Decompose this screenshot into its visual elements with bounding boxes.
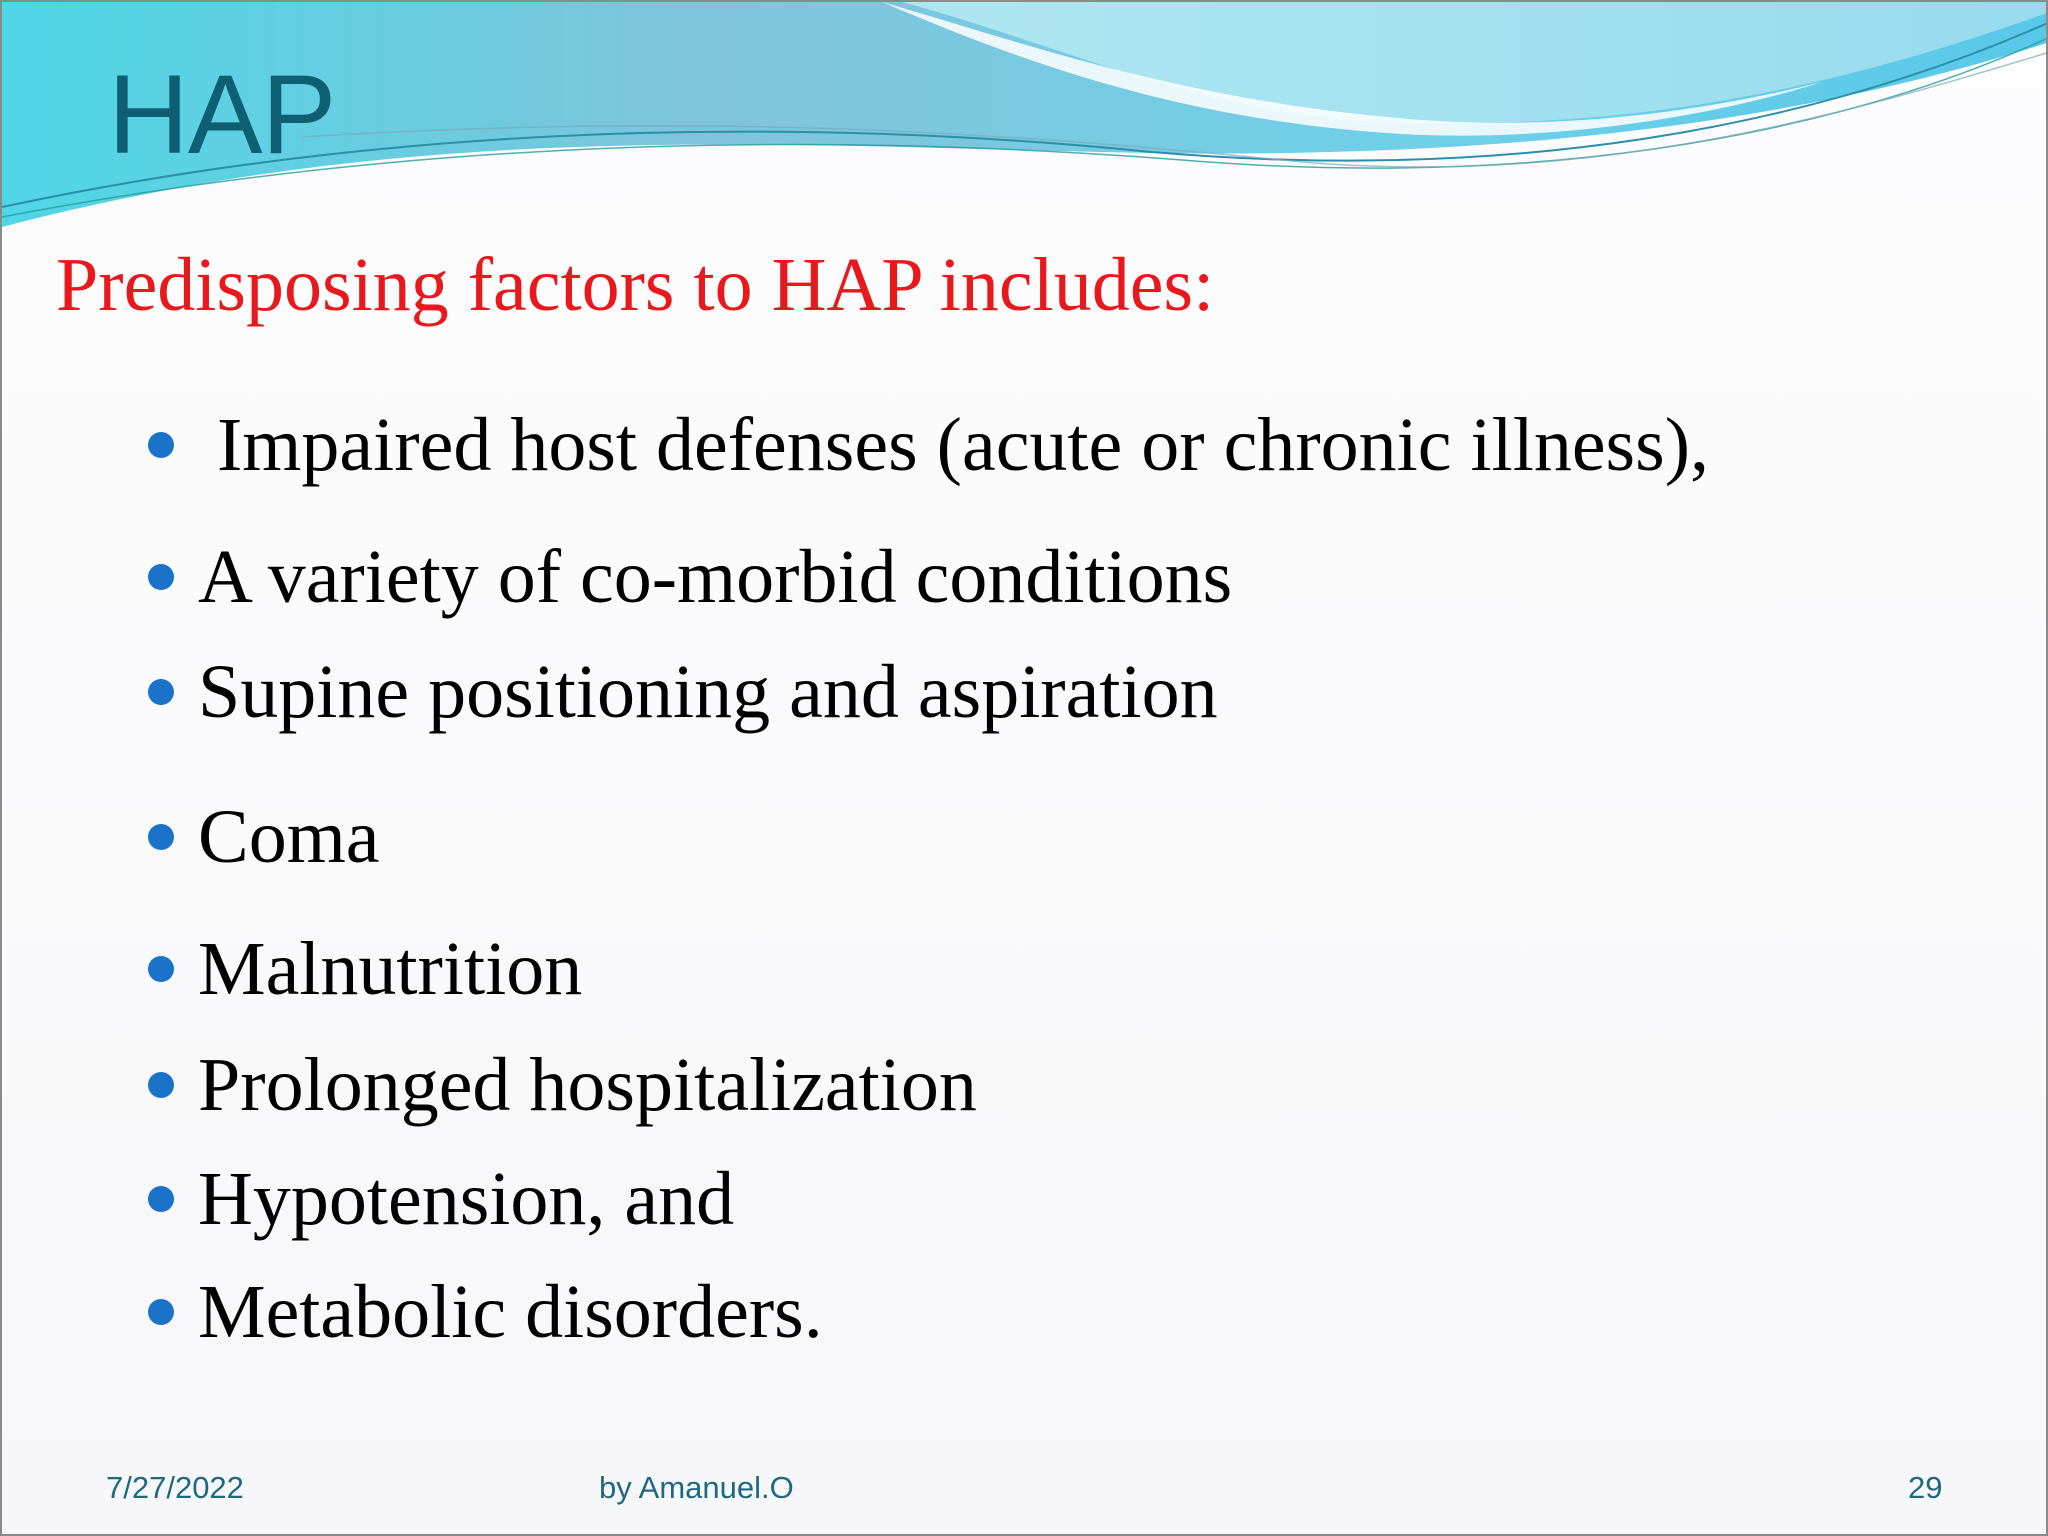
footer-page-number: 29 <box>1908 1470 1943 1505</box>
list-item <box>148 924 582 1014</box>
list-item <box>148 400 1709 490</box>
list-item <box>148 792 380 882</box>
bullet-dot-icon <box>148 824 174 850</box>
list-item <box>148 532 1232 622</box>
bullet-text: A variety of co-morbid conditions <box>198 535 1233 619</box>
footer-date: 7/27/2022 <box>106 1470 244 1505</box>
bullet-dot-icon <box>148 432 174 458</box>
bullet-dot-icon <box>148 1299 174 1325</box>
list-item <box>148 1040 977 1130</box>
list-item <box>148 647 1218 737</box>
bullet-text: Malnutrition <box>198 927 583 1011</box>
bullet-dot-icon <box>148 1186 174 1212</box>
bullet-text: Hypotension, and <box>198 1157 735 1241</box>
slide-subtitle: Predisposing factors to HAP includes: <box>56 243 1215 327</box>
bullet-dot-icon <box>148 1072 174 1098</box>
bullet-dot-icon <box>148 956 174 982</box>
bullet-text: Supine positioning and aspiration <box>198 650 1218 734</box>
list-item <box>148 1267 823 1357</box>
bullet-text: Coma <box>198 795 380 879</box>
footer-author: by Amanuel.O <box>599 1470 794 1505</box>
slide-title: HAP <box>108 52 336 177</box>
bullet-dot-icon <box>148 564 174 590</box>
list-item <box>148 1154 734 1244</box>
bullet-text: Metabolic disorders. <box>198 1270 823 1354</box>
bullet-dot-icon <box>148 679 174 705</box>
bullet-text: Impaired host defenses (acute or chronic illness), <box>198 403 1710 487</box>
bullet-text: Prolonged hospitalization <box>198 1043 977 1127</box>
